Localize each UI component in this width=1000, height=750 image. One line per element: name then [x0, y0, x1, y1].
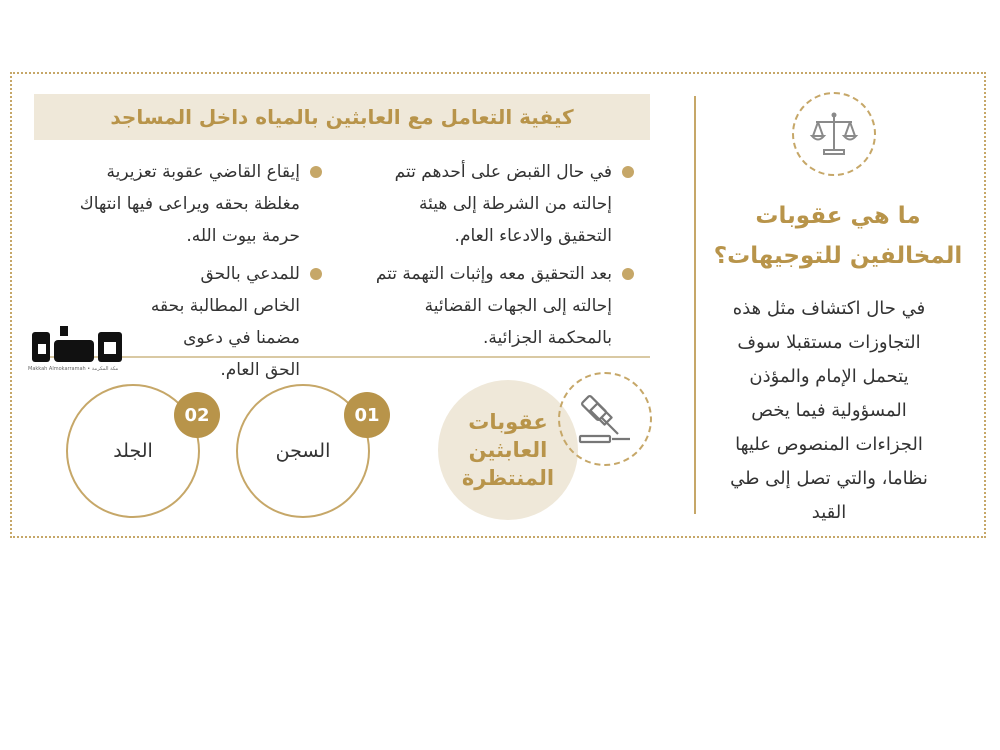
- gavel-badge: [558, 372, 652, 466]
- bullet-dot: [310, 166, 322, 178]
- bullet-text: للمدعي بالحق الخاص المطالبة بحقه مضمنا في دعوى الحق العام.: [150, 264, 300, 380]
- bullet-text: بعد التحقيق معه وإثبات التهمة تتم إحالته إلى الجهات القضائية بالمحكمة الجزائية.: [375, 264, 612, 348]
- bullet-item: [380, 156, 612, 252]
- bullet-text: إيقاع القاضي عقوبة تعزيرية مغلظة بحقه ويراعى فيها انتهاك حرمة بيوت الله.: [79, 162, 300, 246]
- right-panel-body: في حال اكتشاف مثل هذه التجاوزات مستقبلا سوف يتحمل الإمام والمؤذن المسؤولية فيما يخص الجزاءات المنصوص عليها نظاما، والتي تصل إلى طي القيد: [730, 298, 928, 523]
- bullet-dot: [622, 268, 634, 280]
- bullet-item: [370, 258, 612, 354]
- bullet-item: [150, 258, 300, 386]
- penalties-disc: [438, 380, 578, 520]
- right-panel-title: ما هي عقوبات المخالفين للتوجيهات؟: [713, 203, 963, 269]
- scales-badge: [792, 92, 876, 176]
- bullet-text: في حال القبض على أحدهم تتم إحالته من الشرطة إلى هيئة التحقيق والادعاء العام.: [394, 162, 612, 246]
- bullet-dot: [622, 166, 634, 178]
- scales-icon: [808, 108, 860, 160]
- section-banner: [34, 94, 650, 140]
- penalties-title: عقوبات العابثين المنتظرة: [461, 410, 555, 490]
- horizontal-divider: [40, 356, 650, 358]
- logo-subtitle: Makkah Almokarramah • مكة المكرمة: [28, 366, 119, 372]
- bullet-dot: [310, 268, 322, 280]
- penalty-number-badge: 02: [174, 392, 220, 438]
- penalty-label: السجن: [275, 440, 331, 462]
- bullet-item: [70, 156, 300, 252]
- penalty-label: الجلد: [113, 440, 153, 462]
- banner-title: كيفية التعامل مع العابثين بالمياه داخل المساجد: [110, 105, 574, 129]
- penalty-number-badge: 01: [344, 392, 390, 438]
- makkah-logo: [28, 322, 126, 372]
- vertical-divider: [694, 96, 696, 514]
- gavel-icon: [574, 388, 636, 450]
